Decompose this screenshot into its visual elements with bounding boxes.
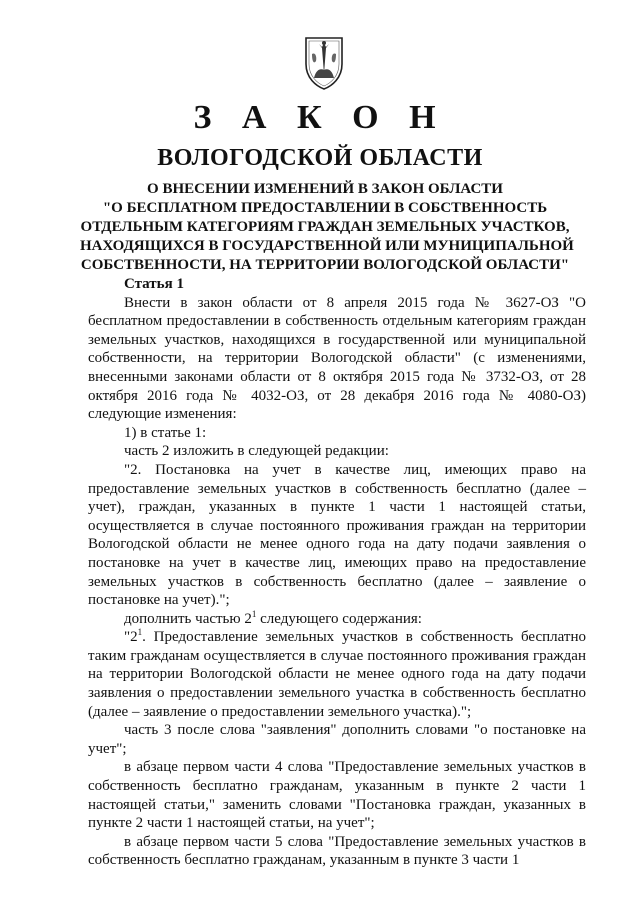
add-part-prefix: дополнить частью 2 [124,610,252,627]
add-part-21-instruction [88,610,586,629]
coat-of-arms-emblem [304,34,344,90]
part4-amendment: в абзаце первом части 4 слова "Предоставление земельных участков в собственность бесплатно гражданам, указанным в пункте 2 части 1 настоящей статьи," заменить словами "Постановка граждан, указанных в пункте 2 части 1 настоящей статьи, на учет"; [88,759,586,832]
heading-line: ОТДЕЛЬНЫМ КАТЕГОРИЯМ ГРАЖДАН ЗЕМЕЛЬНЫХ УЧАСТКОВ, [80,219,570,235]
superscript: 1 [251,608,257,619]
part2-edit-instruction: часть 2 изложить в следующей редакции: [124,443,389,460]
part2-text: "2. Постановка на учет в качестве лиц, имеющих право на предоставление земельных участков в собственность бесплатно (далее – учет), граждан, указанных в пункте 1 части 1 настоящей статьи, осуществляется в случае постоянного проживания граждан на территории Вологодской области не менее одного года на дату подачи заявления о постановке на учет в качестве лиц, имеющих право на предоставление земельных участков в собственность бесплатно (далее – заявление о постановке на учет)."; [88,461,586,609]
item-1: 1) в статье 1: [124,424,207,441]
article-label: Статья 1 [124,276,184,292]
heading-line: "О БЕСПЛАТНОМ ПРЕДОСТАВЛЕНИИ В СОБСТВЕННОСТЬ [102,200,548,216]
law-body [88,275,586,870]
part21-prefix: "2 [124,629,138,646]
heading-line: СОБСТВЕННОСТИ, НА ТЕРРИТОРИИ ВОЛОГОДСКОЙ ОБЛАСТИ" [80,257,570,273]
superscript: 1 [137,627,143,638]
law-title: З А К О Н [193,99,447,136]
law-region-subtitle: ВОЛОГОДСКОЙ ОБЛАСТИ [157,145,483,171]
part5-amendment: в абзаце первом части 5 слова "Предоставление земельных участков в собственность бесплатно гражданам, указанным в пункте 3 части 1 [88,833,586,869]
part21-body: . Предоставление земельных участков в собственность бесплатно таким гражданам осуществляется в случае постоянного проживания граждан на территории Вологодской области не менее одного года на дату подачи заявления о предоставлении земельного участка в собственность бесплатно (далее – заявление о предоставлении земельного участка)."; [88,629,586,720]
part21-text [88,628,586,721]
law-heading [80,180,574,275]
heading-line: НАХОДЯЩИХСЯ В ГОСУДАРСТВЕННОЙ ИЛИ МУНИЦИПАЛЬНОЙ [80,238,574,254]
add-part-suffix: следующего содержания: [256,610,422,627]
article-intro: Внести в закон области от 8 апреля 2015 года № 3627-ОЗ "О бесплатном предоставлении в собственность отдельным категориям граждан земельных участков, находящихся в государственной или муниципальной собственности, на территории Вологодской области" (с изменениями, внесенными законами области от 8 октября 2015 года № 3732-ОЗ, от 28 октября 2016 года № 4032-ОЗ, от 28 декабря 2016 года № 4080-ОЗ) следующие изменения: [88,294,586,423]
part3-amendment: часть 3 после слова "заявления" дополнить словами "о постановке на учет"; [88,722,586,757]
heading-line: О ВНЕСЕНИИ ИЗМЕНЕНИЙ В ЗАКОН ОБЛАСТИ [147,181,503,197]
